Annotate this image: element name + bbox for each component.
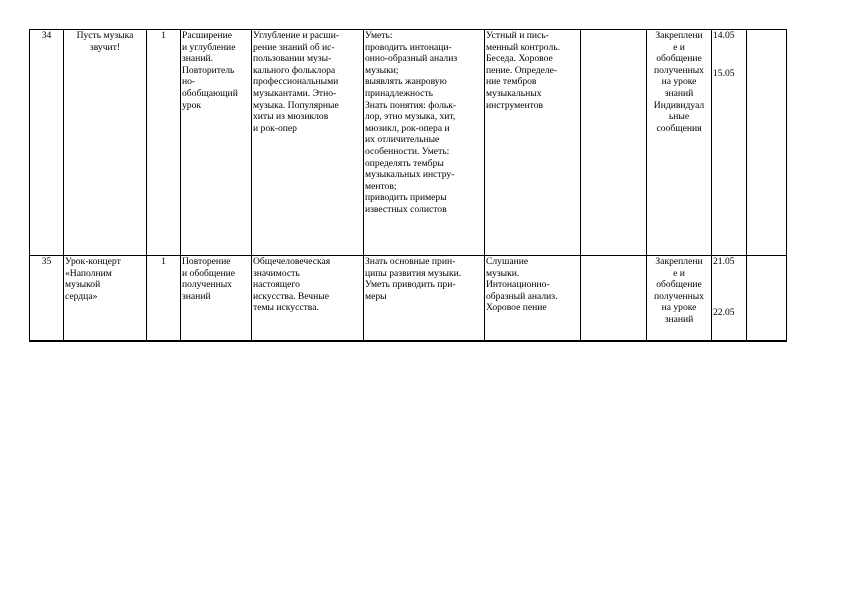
lesson-plan-table: [29, 29, 787, 342]
extra-cell: [581, 256, 647, 342]
control-cell: [485, 30, 581, 256]
content-cell: [252, 30, 364, 256]
lesson-number-cell: [30, 30, 64, 256]
table-row: [30, 256, 787, 342]
lesson-content: Общечеловеческая значимость настоящего искусства. Вечные темы искусства.: [253, 256, 331, 314]
lesson-number: 35: [41, 256, 52, 267]
lesson-number-cell: [30, 256, 64, 342]
table-row: [30, 30, 787, 256]
lesson-type: Расширение и углубление знаний. Повторитель но- обобщающий урок: [182, 30, 238, 111]
lesson-type: Повторение и обобщение полученных знаний: [182, 256, 236, 302]
fact-date-cell: [747, 256, 787, 342]
requirements-cell: [364, 30, 485, 256]
extra-cell: [581, 30, 647, 256]
requirements-cell: [364, 256, 485, 342]
lesson-type-cell: [181, 256, 252, 342]
planned-date-2: 15.05: [713, 67, 735, 79]
homework-cell: [647, 30, 712, 256]
lesson-type-cell: [181, 30, 252, 256]
fact-date-cell: [747, 30, 787, 256]
lesson-content: Углубление и расши- рение знаний об ис- пользовании музы- кального фольклора профессиональными музыкантами. Этно- музыка. Популярные хиты из мюзиклов и рок-опер: [253, 30, 340, 134]
lesson-number: 34: [41, 30, 52, 41]
planned-date-1: 14.05: [713, 30, 735, 41]
homework: Закреплени е и обобщение полученных на уроке знаний: [654, 256, 704, 325]
homework-cell: [647, 256, 712, 342]
hours-count: 1: [161, 30, 166, 41]
hours-count: 1: [161, 256, 166, 267]
control-type: Устный и пись- менный контроль. Беседа. Хоровое пение. Определе- ние тембров музыкальных инструментов: [486, 30, 561, 111]
homework: Закреплени е и обобщение полученных на уроке знаний Индивидуал ьные сообщения: [653, 30, 705, 134]
topic-cell: [64, 30, 147, 256]
lesson-topic: Пусть музыка звучит!: [76, 30, 134, 53]
lesson-topic: Урок-концерт «Наполним музыкой сердца»: [65, 256, 121, 302]
content-cell: [252, 256, 364, 342]
control-type: Слушание музыки. Интонационно- образный анализ. Хоровое пение: [486, 256, 558, 314]
planned-date-2: 22.05: [713, 306, 735, 318]
topic-cell: [64, 256, 147, 342]
hours-cell: [147, 30, 181, 256]
student-requirements: Знать основные прин- ципы развития музыки. Уметь приводить при- меры: [365, 256, 462, 302]
hours-cell: [147, 256, 181, 342]
control-cell: [485, 256, 581, 342]
date-cell: [712, 30, 747, 256]
student-requirements: Уметь: проводить интонаци- онно-образный анализ музыки; выявлять жанровую принадлежность Знать понятия: фольк- лор, этно музыка, хит, мюзикл, рок-опера и их отличительные особенности. Уметь: определять тембры музыкальных инстру- ментов; приводить примеры известных солистов: [365, 30, 458, 215]
date-cell: [712, 256, 747, 342]
planned-date-1: 21.05: [713, 256, 735, 267]
